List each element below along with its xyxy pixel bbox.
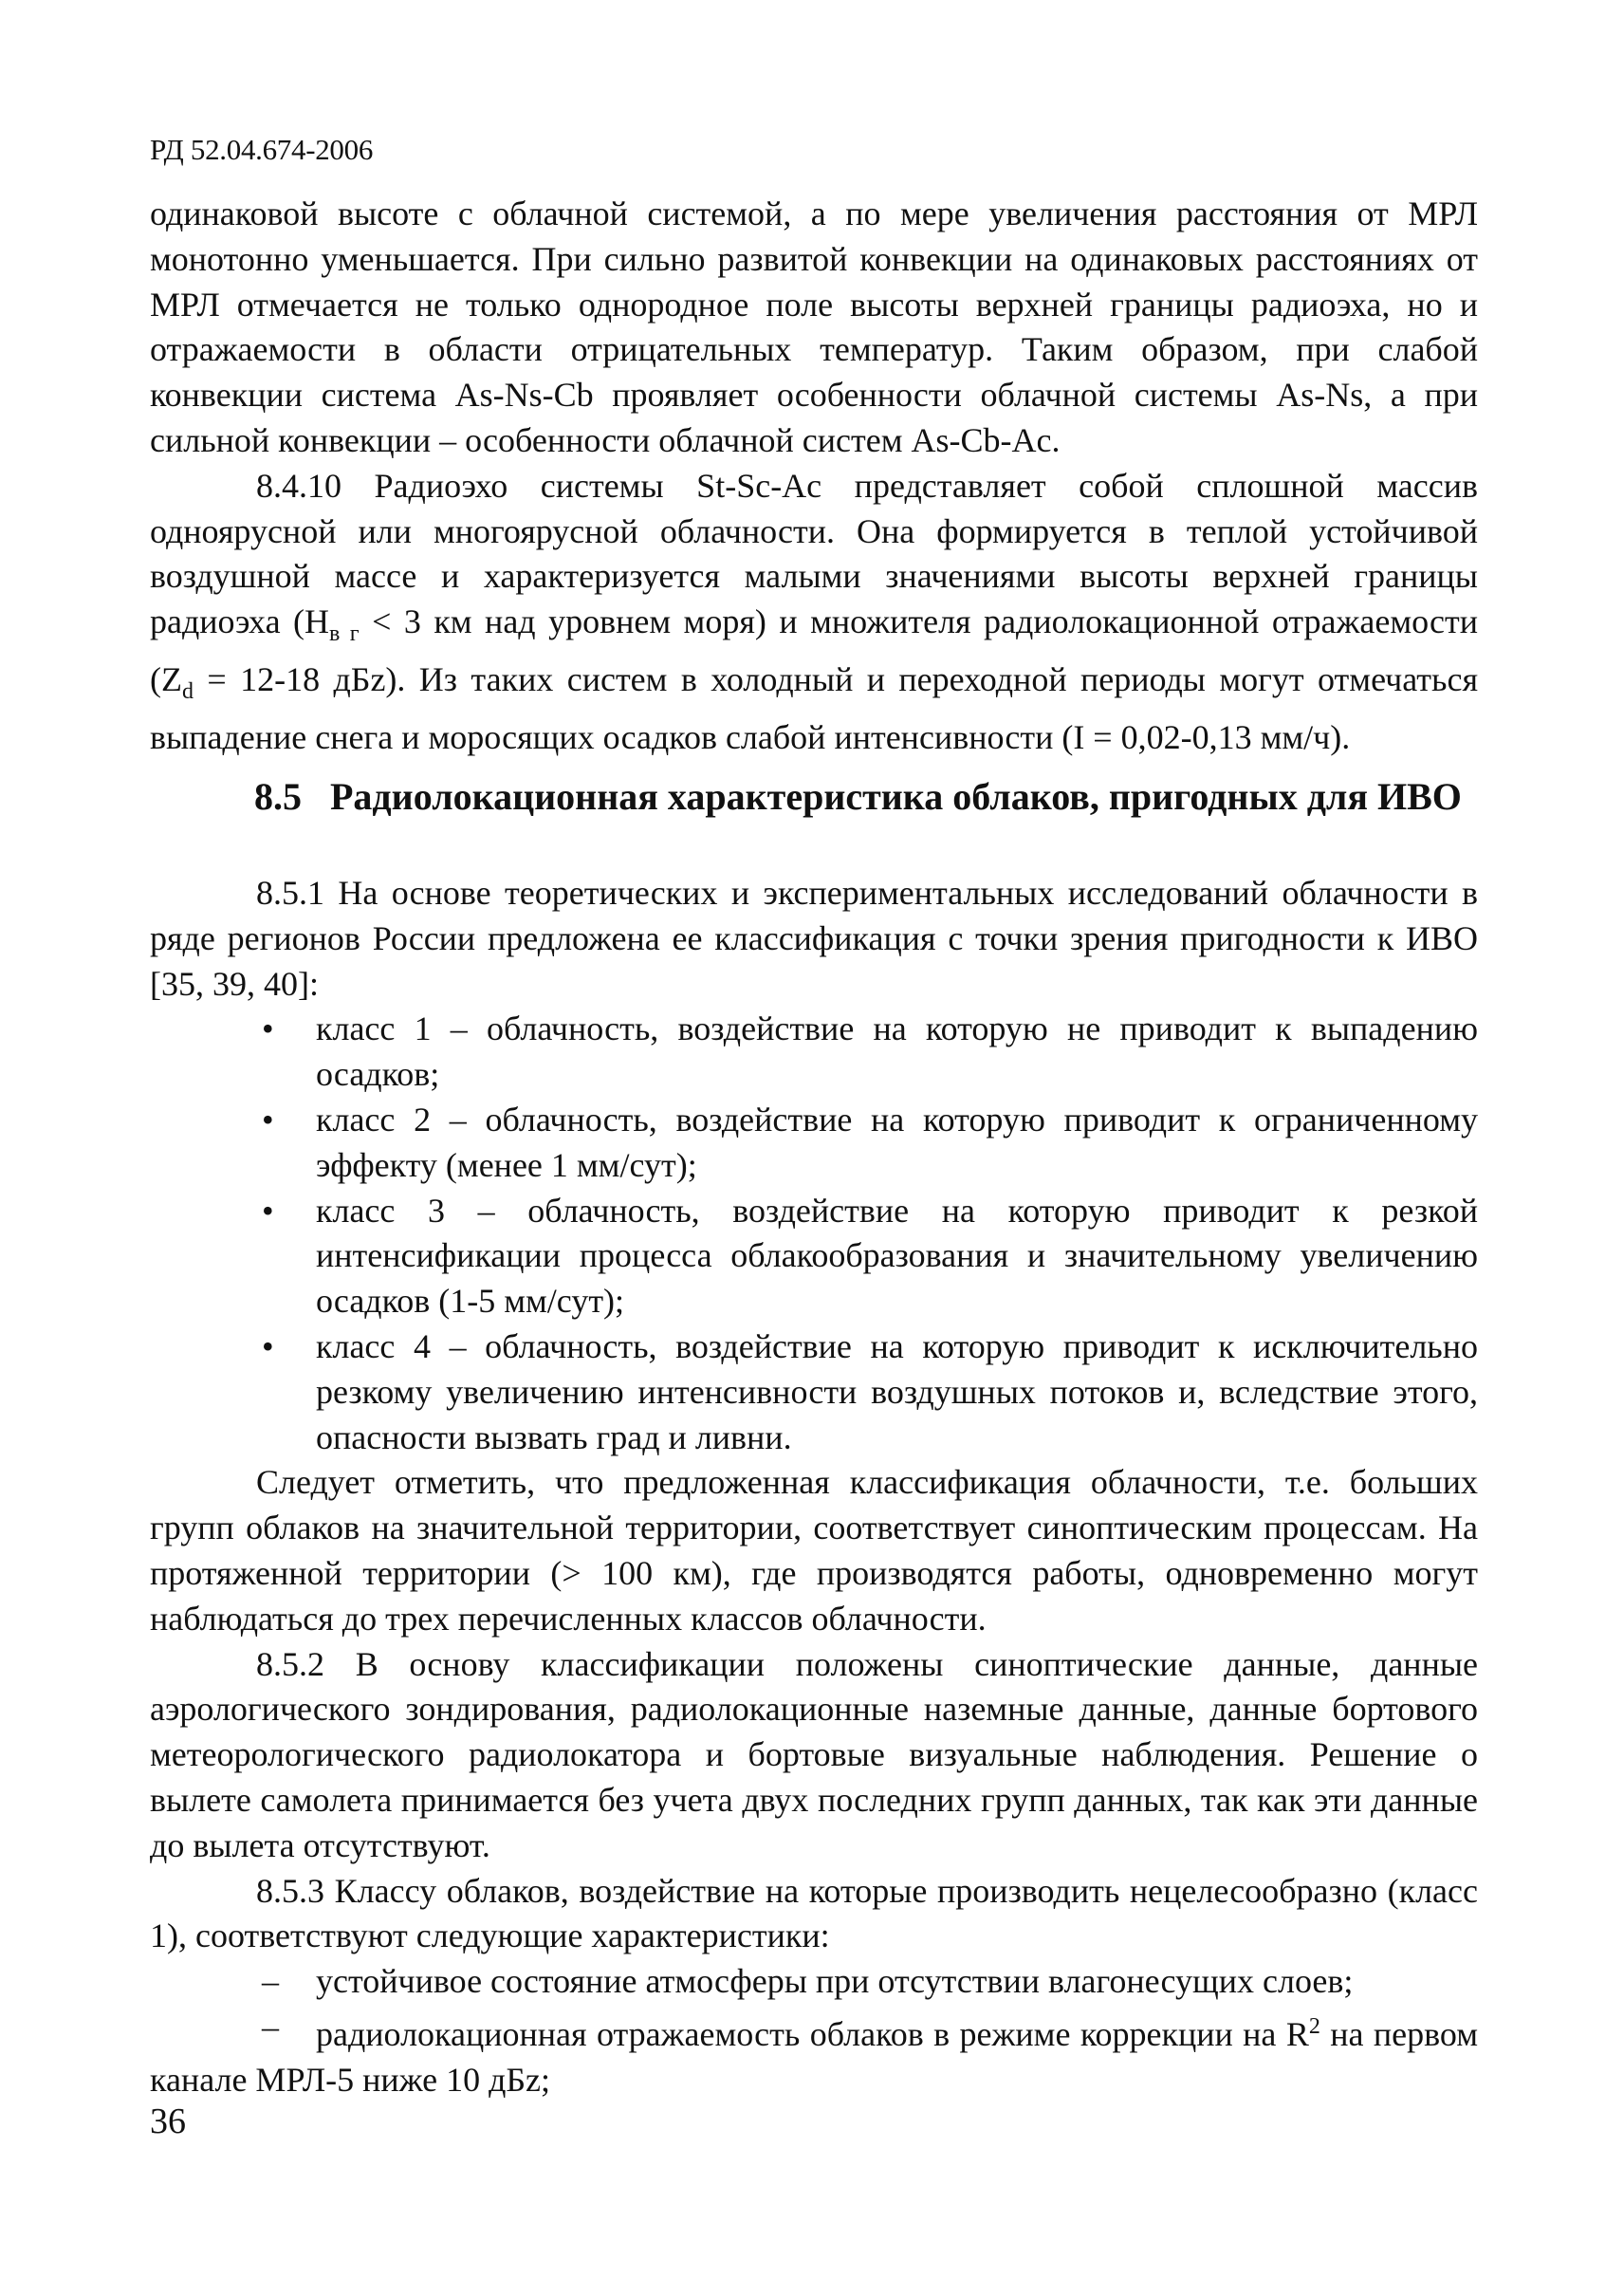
subscript-h: в г	[329, 621, 360, 647]
section-number: 8.5	[254, 775, 302, 818]
dash-marker: –	[262, 1962, 279, 2001]
list-item-text: класс 2 – облачность, воздействие на которую приводит к ограниченному эффекту (менее 1 мм/сут);	[316, 1100, 1478, 1184]
paragraph-8-4-10	[150, 464, 1478, 761]
list-item	[150, 1189, 1478, 1324]
section-heading	[254, 774, 1462, 819]
list-item	[150, 2005, 1478, 2103]
bullet-icon: •	[262, 1191, 274, 1230]
superscript-2: 2	[1308, 2013, 1320, 2039]
list-item	[150, 1959, 1478, 2005]
bullet-icon: •	[262, 1100, 274, 1139]
document-code-header: РД 52.04.674-2006	[150, 133, 374, 166]
list-item-text-a: радиолокационная отражаемость облаков в режиме коррекции на R	[316, 2014, 1309, 2053]
list-item	[150, 1007, 1478, 1098]
list-item-text: класс 1 – облачность, воздействие на которую не приводит к выпадению осадков;	[316, 1009, 1478, 1094]
paragraph-8-4-10-text-a: 8.4.10 Радиоэхо системы St-Sc-Ac представляет собой сплошной массив одноярусной или многоярусной облачности. Она формируется в теплой устойчивой воздушной массе и характеризуется малыми значениями высоты верхней границы радиоэха (H	[150, 466, 1478, 641]
paragraph-8-5-2: 8.5.2 В основу классификации положены синоптические данные, данные аэрологического зондирования, радиолокационные наземные данные, данные бортового метеорологического радиолокатора и бортовые визуальные наблюдения. Решение о вылете самолета принимается без учета двух последних групп данных, так как эти данные до вылета отсутствуют.	[150, 1644, 1478, 1864]
page-number: 36	[150, 2102, 186, 2141]
paragraph-8-5-3: 8.5.3 Классу облаков, воздействие на которые производить нецелесообразно (класс 1), соответствуют следующие характеристики:	[150, 1871, 1478, 1955]
section-title: Радиолокационная характеристика облаков, пригодных для ИВО	[330, 775, 1462, 818]
bullet-icon: •	[262, 1326, 274, 1365]
paragraph-continued: одинаковой высоте с облачной системой, а по мере увеличения расстояния от МРЛ монотонно уменьшается. При сильно развитой конвекции на одинаковых расстояниях от МРЛ отмечается не только однородное поле высоты верхней границы радиоэха, но и отражаемости в области отрицательных температур. Таким образом, при слабой конвекции система As-Ns-Cb проявляет особенности облачной системы As-Ns, а при сильной конвекции – особенности облачной систем As-Cb-Ac.	[150, 194, 1478, 459]
text-block-lower	[150, 871, 1478, 2103]
subscript-z: d	[181, 679, 194, 705]
list-item-text: устойчивое состояние атмосферы при отсутствии влагонесущих слоев;	[316, 1962, 1354, 2001]
class-list	[150, 1007, 1478, 1460]
list-item-text-b: на первом канале МРЛ-5 ниже 10 дБz;	[150, 2014, 1478, 2099]
text-block-upper	[150, 192, 1478, 761]
paragraph-8-4-10-text-b: < 3 км над уровнем моря) и множителя радиолокационной отражаемости (Z	[150, 602, 1478, 699]
paragraph-note: Следует отметить, что предложенная классификация облачности, т.е. больших групп облаков на значительной территории, соответствует синоптическим процессам. На протяженной территории (> 100 км), где производятся работы, одновременно могут наблюдаться до трех перечисленных классов облачности.	[150, 1463, 1478, 1638]
list-item	[150, 1098, 1478, 1189]
list-item-text: класс 3 – облачность, воздействие на которую приводит к резкой интенсификации процесса облакообразования и значительному увеличению осадков (1-5 мм/сут);	[316, 1191, 1478, 1321]
list-item-text: класс 4 – облачность, воздействие на которую приводит к исключительно резкому увеличению интенсивности воздушных потоков и, вследствие этого, опасности вызвать град и ливни.	[316, 1326, 1478, 1456]
characteristics-list	[150, 1959, 1478, 2102]
paragraph-8-5-1: 8.5.1 На основе теоретических и экспериментальных исследований облачности в ряде регионов России предложена ее классификация с точки зрения пригодности к ИВО [35, 39, 40]:	[150, 874, 1478, 1003]
dash-marker: –	[262, 2007, 279, 2046]
bullet-icon: •	[262, 1009, 274, 1048]
list-item	[150, 1324, 1478, 1460]
paragraph-8-4-10-text-c: = 12-18 дБz). Из таких систем в холодный и переходной периоды могут отмечаться выпадение снега и моросящих осадков слабой интенсивности (I = 0,02-0,13 мм/ч).	[150, 660, 1478, 757]
